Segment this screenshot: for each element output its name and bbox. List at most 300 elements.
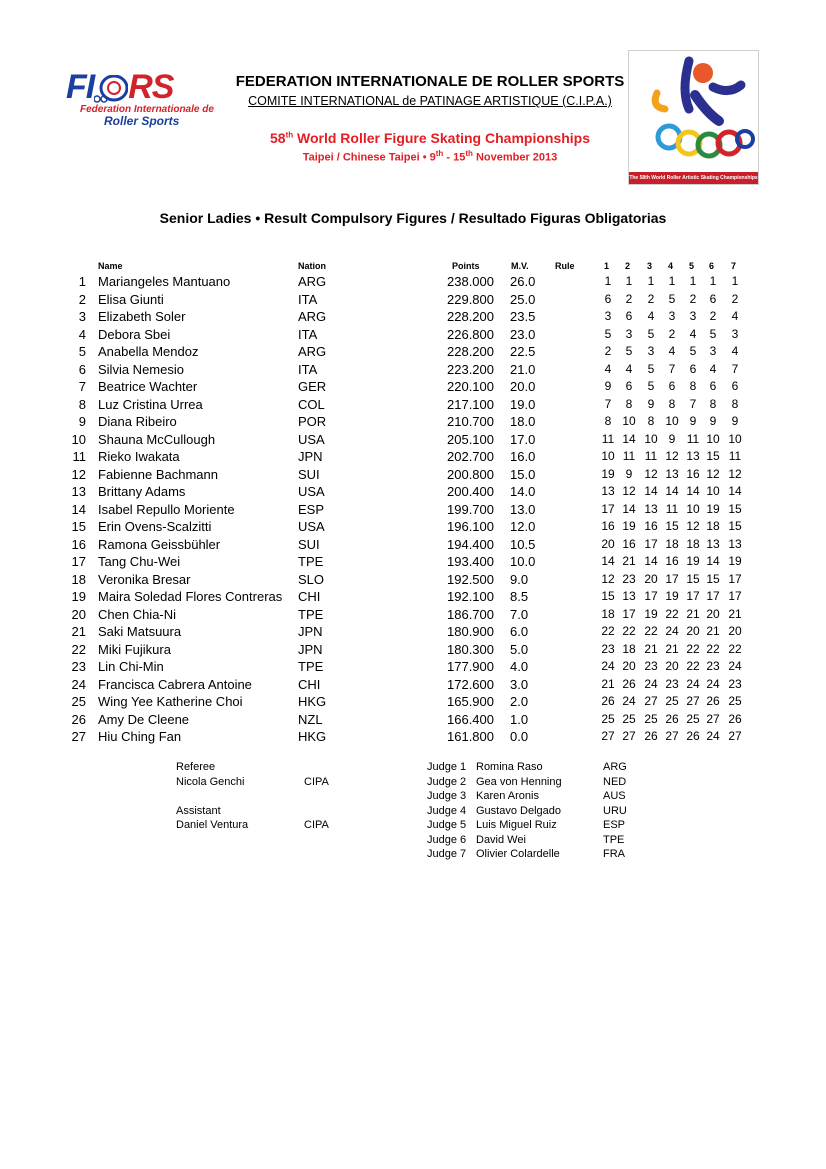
points-cell: 186.700 xyxy=(447,606,494,622)
judge-1-placing: 23 xyxy=(601,641,615,656)
judge-name: Gustavo Delgado xyxy=(476,804,561,817)
points-cell: 229.800 xyxy=(447,291,494,307)
judge-3-placing: 14 xyxy=(644,554,658,568)
rank-cell: 11 xyxy=(72,449,86,464)
mv-cell: 4.0 xyxy=(510,659,529,674)
table-row xyxy=(0,396,826,414)
judge-2-placing: 4 xyxy=(625,361,633,376)
points-cell: 172.600 xyxy=(447,676,494,692)
skater-name: Elisa Giunti xyxy=(98,291,164,307)
judge-name: Gea von Henning xyxy=(476,775,562,788)
judge-7-placing: 24 xyxy=(728,659,742,673)
mv-cell: 12.0 xyxy=(510,519,536,534)
points-cell: 165.900 xyxy=(447,694,494,709)
nation-cell: GER xyxy=(298,379,327,394)
nation-cell: HKG xyxy=(298,729,327,744)
table-row xyxy=(0,658,826,676)
judge-7-placing: 12 xyxy=(728,466,742,481)
judge-5-placing: 22 xyxy=(686,659,700,673)
table-row xyxy=(0,291,826,309)
rank-cell: 10 xyxy=(71,431,86,447)
skater-name: Francisca Cabrera Antoine xyxy=(98,676,252,692)
judge-2-placing: 13 xyxy=(622,589,636,603)
judge-6-placing: 21 xyxy=(706,624,720,638)
judge-1-placing: 21 xyxy=(601,676,615,691)
table-row xyxy=(0,466,826,484)
judge-1-placing: 4 xyxy=(604,361,612,376)
judge-nation: URU xyxy=(603,804,627,817)
mv-cell: 16.0 xyxy=(510,449,536,464)
committee-subtitle: COMITE INTERNATIONAL de PATINAGE ARTISTIQUE (C.I.P.A.) xyxy=(248,94,612,108)
mv-cell: 8.5 xyxy=(510,589,529,604)
judge-2-placing: 14 xyxy=(622,431,636,446)
judge-4-placing: 5 xyxy=(668,291,676,306)
judge-1-placing: 19 xyxy=(601,466,615,481)
points-cell: 238.000 xyxy=(447,274,494,289)
points-cell: 200.400 xyxy=(447,484,494,499)
table-row xyxy=(0,431,826,449)
table-row xyxy=(0,623,826,641)
firs-logo xyxy=(66,70,222,134)
judge-5-placing: 16 xyxy=(686,466,700,481)
judge-label: Judge 3 xyxy=(427,790,467,802)
mv-cell: 21.0 xyxy=(510,361,536,377)
table-row xyxy=(0,273,826,291)
judge-4-placing: 23 xyxy=(665,676,679,691)
judge-1-placing: 1 xyxy=(604,274,612,288)
rank-cell: 22 xyxy=(71,641,86,657)
points-cell: 166.400 xyxy=(447,711,494,727)
judge-1-placing: 20 xyxy=(601,536,615,551)
judge-3-placing: 1 xyxy=(647,274,655,288)
points-cell: 210.700 xyxy=(447,414,494,429)
judge-5-placing: 24 xyxy=(686,676,700,691)
skater-name: Anabella Mendoz xyxy=(98,344,199,359)
judge-5-placing: 10 xyxy=(686,501,700,516)
judge-7-placing: 8 xyxy=(731,396,739,411)
judge-6-placing: 15 xyxy=(706,571,720,586)
skater-name: Tang Chu-Wei xyxy=(98,554,181,569)
judge-3-placing: 23 xyxy=(644,659,658,673)
judge-6-placing: 3 xyxy=(709,344,717,358)
rank-cell: 9 xyxy=(78,414,86,429)
judge-name: Karen Aronis xyxy=(476,790,539,802)
judge-1-placing: 26 xyxy=(601,694,615,708)
judge-name: Romina Raso xyxy=(476,761,543,773)
judge-2-placing: 2 xyxy=(625,291,633,306)
judge-5-placing: 2 xyxy=(689,291,697,306)
judge-2-placing: 1 xyxy=(625,274,633,288)
nation-cell: CHI xyxy=(298,676,321,692)
judge-2-placing: 5 xyxy=(625,344,633,358)
judge-1-placing: 15 xyxy=(601,589,615,603)
judge-3-placing: 27 xyxy=(644,694,658,708)
judge-label: Judge 7 xyxy=(427,848,467,860)
mv-cell: 10.0 xyxy=(510,554,536,569)
judge-6-placing: 5 xyxy=(709,326,717,341)
judge-2-placing: 19 xyxy=(622,519,636,533)
judge-4-placing: 6 xyxy=(668,379,676,393)
judge-2-placing: 6 xyxy=(625,309,633,323)
mv-cell: 23.5 xyxy=(510,309,536,324)
rank-cell: 18 xyxy=(71,571,86,587)
skater-name: Chen Chia-Ni xyxy=(98,606,177,622)
judge-6-placing: 1 xyxy=(709,274,717,288)
championship-emblem xyxy=(628,50,759,185)
points-cell: 193.400 xyxy=(447,554,494,569)
championship-dates xyxy=(200,149,660,164)
rank-cell: 26 xyxy=(71,711,86,727)
judge-5-placing: 14 xyxy=(686,484,700,498)
judge-1-placing: 16 xyxy=(601,519,615,533)
points-cell: 205.100 xyxy=(447,431,494,447)
judge-7-placing: 3 xyxy=(731,326,739,341)
rank-cell: 19 xyxy=(71,589,86,604)
nation-cell: USA xyxy=(298,484,325,499)
table-row xyxy=(0,343,826,361)
judge-7-placing: 9 xyxy=(731,414,739,428)
judge-6-placing: 9 xyxy=(709,414,717,428)
judge-3-placing: 3 xyxy=(647,344,655,358)
judge-4-placing: 26 xyxy=(665,711,679,726)
judge-4-placing: 7 xyxy=(668,361,676,376)
skater-name: Saki Matsuura xyxy=(98,624,182,639)
mv-cell: 20.0 xyxy=(510,379,536,394)
table-row xyxy=(0,553,826,571)
judge-2-placing: 6 xyxy=(625,379,633,393)
judge-1-placing: 25 xyxy=(601,711,615,726)
judge-4-placing: 18 xyxy=(665,536,679,551)
judge-5-placing: 27 xyxy=(686,694,700,708)
judge-5-placing: 25 xyxy=(686,711,700,726)
nation-cell: SUI xyxy=(298,536,320,552)
judge-6-placing: 19 xyxy=(706,501,720,516)
points-cell: 177.900 xyxy=(447,659,494,674)
rank-cell: 15 xyxy=(71,519,86,534)
judge-6-placing: 17 xyxy=(706,589,720,603)
judge-7-placing: 23 xyxy=(728,676,742,691)
rank-cell: 6 xyxy=(78,361,86,377)
judge-label: Judge 4 xyxy=(427,804,467,817)
points-cell: 228.200 xyxy=(447,344,494,359)
judge-4-placing: 17 xyxy=(665,571,679,586)
points-cell: 228.200 xyxy=(447,309,494,324)
rank-cell: 27 xyxy=(71,729,86,744)
nation-cell: USA xyxy=(298,431,325,447)
judge-3-placing: 25 xyxy=(644,711,658,726)
assistant-label: Assistant xyxy=(176,804,221,817)
champ-number: 58 xyxy=(269,130,286,146)
judge-name: Luis Miguel Ruiz xyxy=(476,819,557,831)
rank-cell: 12 xyxy=(71,466,86,482)
nation-cell: HKG xyxy=(298,694,327,709)
judge-7-placing: 17 xyxy=(728,589,742,603)
nation-cell: TPE xyxy=(298,554,324,569)
rank-cell: 3 xyxy=(78,309,86,324)
judge-7-placing: 20 xyxy=(728,624,742,638)
judge-6-placing: 2 xyxy=(709,309,717,323)
judge-6-placing: 4 xyxy=(709,361,717,376)
champ-text: World Roller Figure Skating Championships xyxy=(293,130,591,146)
table-row xyxy=(0,676,826,694)
skater-name: Amy De Cleene xyxy=(98,711,190,727)
mv-cell: 22.5 xyxy=(510,344,536,359)
judge-5-placing: 11 xyxy=(686,431,700,446)
nation-cell: POR xyxy=(298,414,327,429)
judge-5-placing: 9 xyxy=(689,414,697,428)
col-header-judge-4: 4 xyxy=(668,261,674,271)
judge-2-placing: 25 xyxy=(622,711,636,726)
judge-nation: TPE xyxy=(603,833,625,846)
judge-3-placing: 9 xyxy=(647,396,655,411)
judge-2-placing: 12 xyxy=(622,484,636,498)
judge-3-placing: 11 xyxy=(644,449,658,463)
nation-cell: CHI xyxy=(298,589,321,604)
table-row xyxy=(0,518,826,536)
judge-3-placing: 4 xyxy=(647,309,655,323)
mv-cell: 0.0 xyxy=(510,729,529,744)
judge-3-placing: 14 xyxy=(644,484,658,498)
judge-nation: ESP xyxy=(603,819,626,831)
col-header-judge-1: 1 xyxy=(604,261,610,271)
judge-4-placing: 24 xyxy=(665,624,679,638)
skater-name: Erin Ovens-Scalzitti xyxy=(98,519,212,534)
judge-6-placing: 14 xyxy=(706,554,720,568)
mv-cell: 18.0 xyxy=(510,414,536,429)
col-header-nation: Nation xyxy=(298,261,326,271)
table-row xyxy=(0,588,826,606)
judge-3-placing: 26 xyxy=(644,729,658,743)
points-cell: 192.100 xyxy=(447,589,494,604)
points-cell: 161.800 xyxy=(447,729,494,744)
mv-cell: 14.0 xyxy=(510,484,536,499)
col-header-points: Points xyxy=(452,261,480,271)
points-cell: 196.100 xyxy=(447,519,494,534)
judge-2-placing: 8 xyxy=(625,396,633,411)
col-header-judge-6: 6 xyxy=(709,261,715,271)
judge-6-placing: 18 xyxy=(706,519,720,533)
judge-3-placing: 17 xyxy=(644,589,658,603)
judge-5-placing: 17 xyxy=(686,589,700,603)
judge-4-placing: 22 xyxy=(665,606,679,621)
judge-1-placing: 2 xyxy=(604,344,612,358)
points-cell: 192.500 xyxy=(447,571,494,587)
judge-1-placing: 5 xyxy=(604,326,612,341)
nation-cell: ESP xyxy=(298,501,325,517)
rank-cell: 17 xyxy=(71,554,86,569)
skater-name: Lin Chi-Min xyxy=(98,659,164,674)
rank-cell: 4 xyxy=(78,326,86,342)
nation-cell: JPN xyxy=(298,641,323,657)
judge-label: Judge 1 xyxy=(427,761,467,773)
skater-name: Shauna McCullough xyxy=(98,431,216,447)
federation-title: FEDERATION INTERNATIONALE DE ROLLER SPORTS xyxy=(235,73,625,90)
nation-cell: USA xyxy=(298,519,325,534)
judge-1-placing: 12 xyxy=(601,571,615,586)
dates-part-b: - 15 xyxy=(443,151,466,164)
table-row xyxy=(0,501,826,519)
nation-cell: SLO xyxy=(298,571,325,587)
table-row xyxy=(0,536,826,554)
table-row xyxy=(0,308,826,326)
logo-wordmark xyxy=(66,70,222,104)
judge-4-placing: 11 xyxy=(665,501,679,516)
rank-cell: 7 xyxy=(78,379,86,394)
mv-cell: 19.0 xyxy=(510,396,536,412)
judge-nation: NED xyxy=(603,775,627,788)
dates-sup-1: th xyxy=(435,149,444,158)
judge-1-placing: 6 xyxy=(604,291,612,306)
judge-6-placing: 6 xyxy=(709,379,717,393)
judge-1-placing: 27 xyxy=(601,729,615,743)
judge-6-placing: 12 xyxy=(706,466,720,481)
judge-4-placing: 1 xyxy=(668,274,676,288)
judge-6-placing: 27 xyxy=(706,711,720,726)
judge-1-placing: 11 xyxy=(601,431,615,446)
judge-6-placing: 10 xyxy=(706,431,720,446)
judge-4-placing: 21 xyxy=(665,641,679,656)
judge-5-placing: 3 xyxy=(689,309,697,323)
judge-5-placing: 12 xyxy=(686,519,700,533)
judge-nation: AUS xyxy=(603,790,626,802)
judge-4-placing: 3 xyxy=(668,309,676,323)
judge-2-placing: 18 xyxy=(622,641,636,656)
table-row xyxy=(0,378,826,396)
judge-1-placing: 24 xyxy=(601,659,615,673)
rank-cell: 13 xyxy=(71,484,86,499)
rank-cell: 20 xyxy=(71,606,86,622)
table-row xyxy=(0,728,826,746)
mv-cell: 3.0 xyxy=(510,676,529,692)
judge-1-placing: 13 xyxy=(601,484,615,498)
mv-cell: 26.0 xyxy=(510,274,536,289)
table-row xyxy=(0,448,826,466)
judge-nation: ARG xyxy=(603,761,627,773)
judge-4-placing: 20 xyxy=(665,659,679,673)
points-cell: 194.400 xyxy=(447,536,494,552)
points-cell: 220.100 xyxy=(447,379,494,394)
skater-name: Hiu Ching Fan xyxy=(98,729,182,744)
skater-name: Beatrice Wachter xyxy=(98,379,198,394)
judge-7-placing: 22 xyxy=(728,641,742,656)
judge-row xyxy=(427,789,667,804)
dates-part-c: November 2013 xyxy=(472,151,558,164)
rank-cell: 2 xyxy=(78,291,86,307)
skater-name: Diana Ribeiro xyxy=(98,414,177,429)
judge-row xyxy=(427,818,667,833)
logo-text-left: FI xyxy=(66,68,95,106)
rank-cell: 14 xyxy=(71,501,86,517)
judge-2-placing: 24 xyxy=(622,694,636,708)
judge-2-placing: 20 xyxy=(622,659,636,673)
judge-7-placing: 6 xyxy=(731,379,739,393)
referee-name: Nicola Genchi xyxy=(176,775,245,788)
rank-cell: 8 xyxy=(78,396,86,412)
judge-3-placing: 5 xyxy=(647,379,655,393)
judge-4-placing: 8 xyxy=(668,396,676,411)
judge-5-placing: 15 xyxy=(686,571,700,586)
table-row xyxy=(0,693,826,711)
judge-7-placing: 27 xyxy=(728,729,742,743)
table-row xyxy=(0,326,826,344)
judge-2-placing: 17 xyxy=(622,606,636,621)
points-cell: 202.700 xyxy=(447,449,494,464)
judge-1-placing: 9 xyxy=(604,379,612,393)
judge-3-placing: 5 xyxy=(647,326,655,341)
mv-cell: 9.0 xyxy=(510,571,529,587)
judge-1-placing: 18 xyxy=(601,606,615,621)
judge-5-placing: 6 xyxy=(689,361,697,376)
points-cell: 223.200 xyxy=(447,361,494,377)
table-row xyxy=(0,413,826,431)
judge-5-placing: 26 xyxy=(686,729,700,743)
mv-cell: 5.0 xyxy=(510,641,529,657)
nation-cell: SUI xyxy=(298,466,320,482)
judge-3-placing: 10 xyxy=(644,431,658,446)
judge-5-placing: 5 xyxy=(689,344,697,358)
skater-name: Veronika Bresar xyxy=(98,571,191,587)
judge-6-placing: 20 xyxy=(706,606,720,621)
nation-cell: JPN xyxy=(298,449,323,464)
judge-label: Judge 6 xyxy=(427,833,467,846)
rank-cell: 25 xyxy=(71,694,86,709)
mv-cell: 7.0 xyxy=(510,606,529,622)
judge-6-placing: 10 xyxy=(706,484,720,498)
judge-5-placing: 22 xyxy=(686,641,700,656)
judge-row xyxy=(427,760,667,775)
nation-cell: TPE xyxy=(298,606,324,622)
judge-4-placing: 27 xyxy=(665,729,679,743)
col-header-mv: M.V. xyxy=(511,261,529,271)
table-row xyxy=(0,571,826,589)
col-header-name: Name xyxy=(98,261,123,271)
judge-4-placing: 9 xyxy=(668,431,676,446)
skater-name: Rieko Iwakata xyxy=(98,449,180,464)
judge-7-placing: 14 xyxy=(728,484,742,498)
judge-1-placing: 3 xyxy=(604,309,612,323)
judge-row xyxy=(427,804,667,819)
judge-6-placing: 24 xyxy=(706,676,720,691)
nation-cell: ITA xyxy=(298,291,318,307)
judge-4-placing: 4 xyxy=(668,344,676,358)
judge-6-placing: 26 xyxy=(706,694,720,708)
mv-cell: 6.0 xyxy=(510,624,529,639)
logo-text-right: RS xyxy=(128,68,174,106)
rank-cell: 16 xyxy=(71,536,86,552)
points-cell: 226.800 xyxy=(447,326,494,342)
table-row xyxy=(0,361,826,379)
nation-cell: ARG xyxy=(298,274,327,289)
table-row xyxy=(0,641,826,659)
logo-line1: Federation Internationale de xyxy=(80,104,214,115)
judge-7-placing: 11 xyxy=(728,449,742,463)
judge-2-placing: 11 xyxy=(622,449,636,463)
mv-cell: 13.0 xyxy=(510,501,536,517)
dates-part-a: Taipei / Chinese Taipei • 9 xyxy=(302,151,436,164)
assistant-row xyxy=(176,818,376,833)
judge-7-placing: 15 xyxy=(728,519,742,533)
judge-7-placing: 4 xyxy=(731,344,739,358)
judge-4-placing: 2 xyxy=(668,326,676,341)
skater-name: Debora Sbei xyxy=(98,326,171,342)
judge-row xyxy=(427,847,667,862)
judge-3-placing: 24 xyxy=(644,676,658,691)
page-title: Senior Ladies • Result Compulsory Figures / Resultado Figuras Obligatorias xyxy=(159,210,667,226)
judge-2-placing: 26 xyxy=(622,676,636,691)
col-header-judge-5: 5 xyxy=(689,261,695,271)
judge-5-placing: 18 xyxy=(686,536,700,551)
skater-name: Miki Fujikura xyxy=(98,641,171,657)
